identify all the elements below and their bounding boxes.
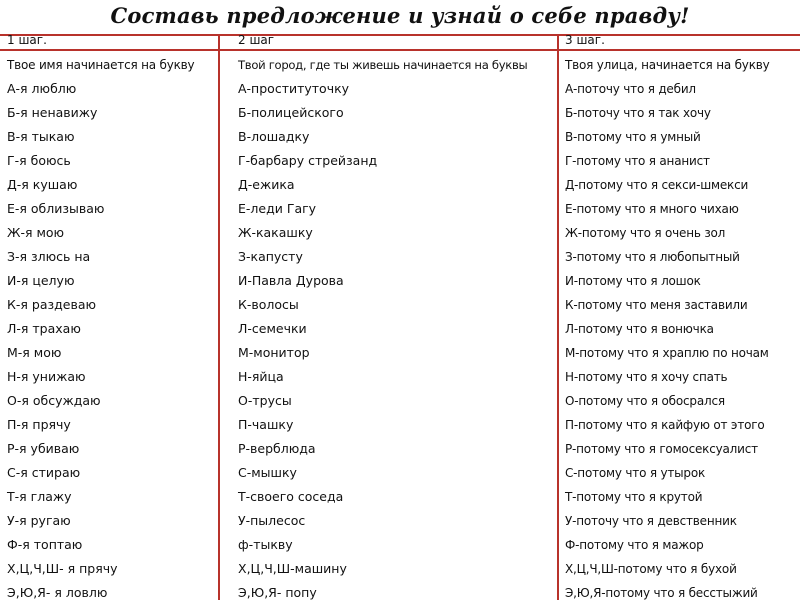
list-item: Е-леди Гагу <box>238 201 317 216</box>
list-item: О-потому что я обосрался <box>565 394 725 408</box>
column-heading: Твое имя начинается на букву <box>7 58 195 72</box>
list-item: В-лошадку <box>238 129 310 144</box>
list-item: О-я обсуждаю <box>7 393 101 408</box>
list-item: Т-своего соседа <box>238 489 344 504</box>
list-item: А-поточу что я дебил <box>565 82 696 96</box>
list-item: И-потому что я лошок <box>565 274 701 288</box>
list-item: Р-я убиваю <box>7 441 80 456</box>
list-item: Э,Ю,Я- попу <box>238 585 317 600</box>
list-item: З-я злюсь на <box>7 249 91 264</box>
list-item: М-я мою <box>7 345 62 360</box>
list-item: Г-потому что я ананист <box>565 154 710 168</box>
list-item: Н-яйца <box>238 369 284 384</box>
list-item: Х,Ц,Ч,Ш- я прячу <box>7 561 118 576</box>
list-item: Р-верблюда <box>238 441 316 456</box>
list-item: М-монитор <box>238 345 310 360</box>
list-item: Л-семечки <box>238 321 307 336</box>
list-item: О-трусы <box>238 393 292 408</box>
list-item: А-я люблю <box>7 81 77 96</box>
list-item: Р-потому что я гомосексуалист <box>565 442 758 456</box>
list-item: Ф-потому что я мажор <box>565 538 704 552</box>
option-list <box>565 53 797 605</box>
list-item: Б-поточу что я так хочу <box>565 106 711 120</box>
list-item: А-проституточку <box>238 81 350 96</box>
step-label: 2 шаг <box>238 33 275 47</box>
list-item: З-потому что я любопытный <box>565 250 740 264</box>
list-item: Т-потому что я крутой <box>565 490 703 504</box>
list-item: К-я раздеваю <box>7 297 97 312</box>
list-item: Ф-я топтаю <box>7 537 83 552</box>
step-column-1 <box>7 30 207 605</box>
column-heading: Твой город, где ты живешь начинается на буквы <box>238 58 528 72</box>
list-item: П-чашку <box>238 417 294 432</box>
list-item: Д-ежика <box>238 177 295 192</box>
list-item: З-капусту <box>238 249 303 264</box>
list-item: К-потому что меня заставили <box>565 298 748 312</box>
list-item: И-Павла Дурова <box>238 273 344 288</box>
list-item: Т-я глажу <box>7 489 72 504</box>
list-item: Е-я облизываю <box>7 201 105 216</box>
list-item: П-потому что я кайфую от этого <box>565 418 765 432</box>
list-item: Э,Ю,Я-потому что я бесстыжий <box>565 586 758 600</box>
list-item: Б-полицейского <box>238 105 344 120</box>
list-item: В-я тыкаю <box>7 129 75 144</box>
list-item: Н-я унижаю <box>7 369 86 384</box>
list-item: Ж-какашку <box>238 225 313 240</box>
column-divider-1 <box>218 34 220 600</box>
list-item: Э,Ю,Я- я ловлю <box>7 585 108 600</box>
list-item: ф-тыкву <box>238 537 293 552</box>
list-item: М-потому что я храплю по ночам <box>565 346 769 360</box>
list-item: П-я прячу <box>7 417 71 432</box>
list-item: Х,Ц,Ч,Ш-потому что я бухой <box>565 562 737 576</box>
list-item: К-волосы <box>238 297 299 312</box>
list-item: У-я ругаю <box>7 513 71 528</box>
list-item: У-пылесос <box>238 513 306 528</box>
step-column-3 <box>565 30 797 605</box>
option-list <box>238 53 553 605</box>
list-item: В-потому что я умный <box>565 130 701 144</box>
list-item: И-я целую <box>7 273 75 288</box>
page-title: Составь предложение и узнай о себе правду! <box>110 3 690 28</box>
list-item: С-я стираю <box>7 465 81 480</box>
list-item: С-потому что я утырок <box>565 466 706 480</box>
list-item: Х,Ц,Ч,Ш-машину <box>238 561 347 576</box>
list-item: Л-потому что я вонючка <box>565 322 714 336</box>
option-list <box>7 53 207 605</box>
list-item: Е-потому что я много чихаю <box>565 202 739 216</box>
list-item: С-мышку <box>238 465 297 480</box>
list-item: Г-я боюсь <box>7 153 71 168</box>
column-heading: Твоя улица, начинается на букву <box>565 58 770 72</box>
step-label: 3 шаг. <box>565 33 605 47</box>
list-item: Г-барбару стрейзанд <box>238 153 378 168</box>
column-divider-2 <box>557 34 559 600</box>
step-column-2 <box>238 30 553 605</box>
list-item: Л-я трахаю <box>7 321 81 336</box>
list-item: Ж-я мою <box>7 225 65 240</box>
step-label: 1 шаг. <box>7 33 47 47</box>
list-item: У-поточу что я девственник <box>565 514 737 528</box>
list-item: Д-потому что я секси-шмекси <box>565 178 749 192</box>
list-item: Ж-потому что я очень зол <box>565 226 726 240</box>
list-item: Б-я ненавижу <box>7 105 98 120</box>
list-item: Д-я кушаю <box>7 177 78 192</box>
list-item: Н-потому что я хочу спать <box>565 370 728 384</box>
